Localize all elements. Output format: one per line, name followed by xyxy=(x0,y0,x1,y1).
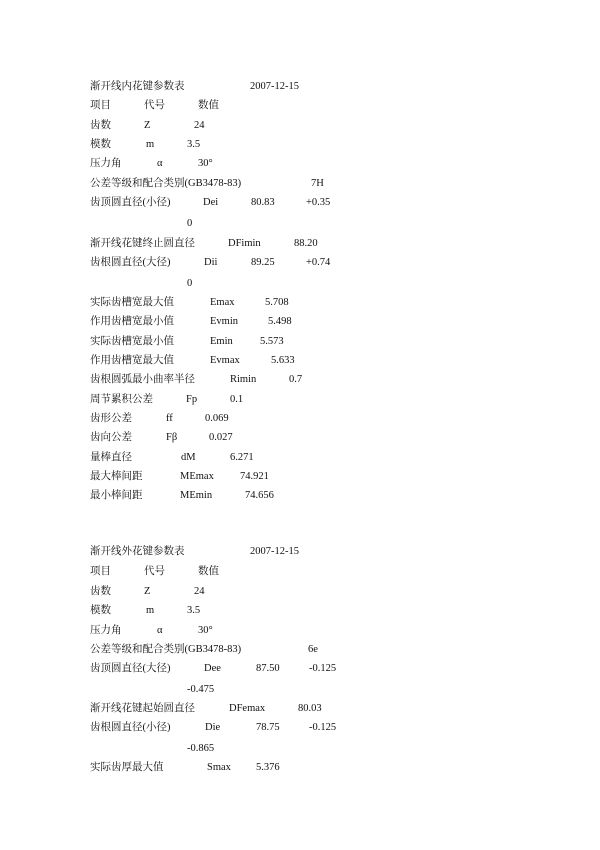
internal-header-item: 项目 xyxy=(90,100,111,111)
internal-row-value: 5.708 xyxy=(265,297,289,308)
internal-row-value: 30° xyxy=(198,158,213,169)
external-header-value: 数值 xyxy=(198,566,219,577)
internal-row-code: m xyxy=(146,139,155,150)
external-row-code: Dee xyxy=(204,663,221,674)
internal-row-code: Evmin xyxy=(210,316,238,327)
external-row-label: 模数 xyxy=(90,605,111,616)
internal-row-code: Fp xyxy=(186,394,198,405)
internal-row-value: 5.498 xyxy=(268,316,292,327)
external-title: 渐开线外花键参数表 xyxy=(90,546,185,557)
internal-row-label: 实际齿槽宽最小值 xyxy=(90,336,174,347)
internal-row-value: 88.20 xyxy=(294,238,318,249)
internal-row-label: 实际齿槽宽最大值 xyxy=(90,297,174,308)
internal-row-code: Z xyxy=(144,120,151,131)
external-row-value: 3.5 xyxy=(187,605,201,616)
internal-row-value: 0.069 xyxy=(205,413,229,424)
internal-row-value: 0.027 xyxy=(209,432,233,443)
internal-row-code: ff xyxy=(166,413,173,424)
internal-row-label: 齿向公差 xyxy=(90,432,132,443)
external-row-label: 齿根圆直径(小径) xyxy=(90,722,171,733)
internal-row-code: α xyxy=(157,158,163,169)
internal-row-code: Dii xyxy=(204,257,218,268)
external-row-code: DFemax xyxy=(229,703,266,714)
internal-row-code: Dei xyxy=(203,197,219,208)
internal-row-label: 周节累积公差 xyxy=(90,394,153,405)
internal-row-value: 24 xyxy=(194,120,205,131)
internal-header-value: 数值 xyxy=(198,100,219,111)
internal-row-value: 5.573 xyxy=(260,336,284,347)
internal-row-value: 5.633 xyxy=(271,355,295,366)
external-date: 2007-12-15 xyxy=(250,546,299,557)
external-header-item: 项目 xyxy=(90,566,111,577)
external-row-tolerance-lower: -0.865 xyxy=(187,743,215,754)
internal-row-label: 齿顶圆直径(小径) xyxy=(90,197,171,208)
external-row-tolerance-lower: -0.475 xyxy=(187,684,215,695)
internal-row-label: 公差等级和配合类别(GB3478-83) xyxy=(90,178,242,189)
internal-row-label: 最小棒间距 xyxy=(90,490,143,501)
internal-row-code: Emax xyxy=(210,297,235,308)
internal-row-value: 80.83 xyxy=(251,197,275,208)
external-row-label: 渐开线花键起始圆直径 xyxy=(90,703,195,714)
internal-row-value: 74.921 xyxy=(240,471,269,482)
external-row-code: Z xyxy=(144,586,151,597)
external-row-label: 压力角 xyxy=(90,625,122,636)
external-row-label: 齿顶圆直径(大径) xyxy=(90,663,171,674)
internal-row-label: 齿形公差 xyxy=(90,413,132,424)
internal-row-code: dM xyxy=(181,452,196,463)
external-row-value: 30° xyxy=(198,625,213,636)
external-row-value: 5.376 xyxy=(256,762,280,773)
external-row-code: α xyxy=(157,625,163,636)
internal-row-tolerance-lower: 0 xyxy=(187,278,193,289)
internal-date: 2007-12-15 xyxy=(250,81,299,92)
internal-row-value: 6.271 xyxy=(230,452,254,463)
external-row-value: 80.03 xyxy=(298,703,322,714)
external-row-tolerance: -0.125 xyxy=(309,663,337,674)
external-row-label: 实际齿厚最大值 xyxy=(90,762,164,773)
external-row-value: 6e xyxy=(308,644,318,655)
internal-row-tolerance-lower: 0 xyxy=(187,218,193,229)
internal-row-label: 作用齿槽宽最小值 xyxy=(90,316,174,327)
external-row-label: 公差等级和配合类别(GB3478-83) xyxy=(90,644,242,655)
external-row-label: 齿数 xyxy=(90,586,111,597)
internal-row-value: 74.656 xyxy=(245,490,274,501)
internal-row-label: 齿数 xyxy=(90,120,111,131)
internal-row-value: 0.1 xyxy=(230,394,244,405)
internal-header-code: 代号 xyxy=(144,100,165,111)
internal-row-code: DFimin xyxy=(228,238,261,249)
external-row-code: Die xyxy=(205,722,221,733)
internal-row-code: Emin xyxy=(210,336,233,347)
external-row-value: 78.75 xyxy=(256,722,280,733)
internal-row-label: 压力角 xyxy=(90,158,122,169)
external-header-code: 代号 xyxy=(144,566,165,577)
internal-row-tolerance: +0.74 xyxy=(306,257,331,268)
internal-row-label: 模数 xyxy=(90,139,111,150)
internal-row-value: 7H xyxy=(311,178,324,189)
internal-row-code: Evmax xyxy=(210,355,240,366)
internal-row-code: Fβ xyxy=(166,432,178,443)
internal-row-value: 3.5 xyxy=(187,139,201,150)
internal-row-value: 89.25 xyxy=(251,257,275,268)
internal-row-value: 0.7 xyxy=(289,374,303,385)
internal-row-label: 作用齿槽宽最大值 xyxy=(90,355,174,366)
external-row-value: 24 xyxy=(194,586,205,597)
internal-row-tolerance: +0.35 xyxy=(306,197,331,208)
internal-row-label: 渐开线花键终止圆直径 xyxy=(90,238,195,249)
external-row-tolerance: -0.125 xyxy=(309,722,337,733)
internal-row-label: 最大棒间距 xyxy=(90,471,143,482)
internal-row-label: 齿根圆弧最小曲率半径 xyxy=(90,374,195,385)
external-row-code: Smax xyxy=(207,762,231,773)
internal-row-code: MEmax xyxy=(180,471,214,482)
internal-row-label: 齿根圆直径(大径) xyxy=(90,257,171,268)
internal-row-code: Rimin xyxy=(230,374,257,385)
internal-row-code: MEmin xyxy=(180,490,213,501)
external-row-code: m xyxy=(146,605,155,616)
external-row-value: 87.50 xyxy=(256,663,280,674)
internal-row-label: 量棒直径 xyxy=(90,452,132,463)
internal-title: 渐开线内花键参数表 xyxy=(90,81,185,92)
